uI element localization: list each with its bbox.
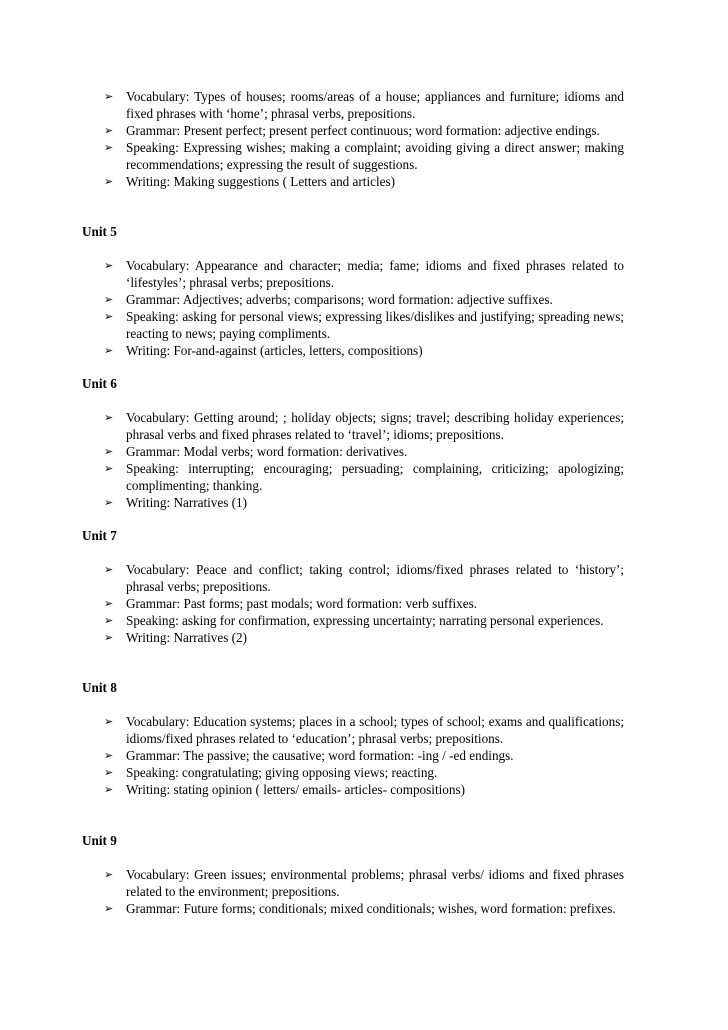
list-item-text: Writing: stating opinion ( letters/ emails- articles- compositions) bbox=[126, 782, 465, 797]
list-item bbox=[0, 595, 728, 612]
list-item-text: Vocabulary: Types of houses; rooms/areas of a house; appliances and furniture; idioms and fixed phrases with ‘home’; phrasal verbs, prepositions. bbox=[126, 89, 624, 121]
arrow-bullet-icon: ➢ bbox=[104, 597, 114, 610]
arrow-bullet-icon: ➢ bbox=[104, 259, 114, 272]
arrow-bullet-icon: ➢ bbox=[104, 563, 114, 576]
section-unit-6 bbox=[0, 409, 728, 511]
unit-heading: Unit 5 bbox=[82, 224, 117, 239]
list-item bbox=[0, 781, 728, 798]
list-item bbox=[0, 900, 728, 917]
list-item bbox=[0, 747, 728, 764]
arrow-bullet-icon: ➢ bbox=[104, 902, 114, 915]
arrow-bullet-icon: ➢ bbox=[104, 293, 114, 306]
list-item-text: Speaking: asking for confirmation, expressing uncertainty; narrating personal experiences. bbox=[126, 613, 604, 628]
list-item bbox=[0, 460, 728, 494]
bullet-list bbox=[0, 713, 728, 798]
section-unit-7 bbox=[0, 561, 728, 646]
list-item bbox=[0, 866, 728, 900]
section-unit-4-continued bbox=[0, 88, 728, 190]
arrow-bullet-icon: ➢ bbox=[104, 868, 114, 881]
unit-heading: Unit 9 bbox=[82, 833, 117, 848]
list-item-text: Speaking: Expressing wishes; making a complaint; avoiding giving a direct answer; making recommendations; expressing the result of suggestions. bbox=[126, 140, 624, 172]
list-item bbox=[0, 308, 728, 342]
bullet-list bbox=[0, 88, 728, 190]
bullet-list bbox=[0, 866, 728, 917]
list-item-text: Grammar: Present perfect; present perfect continuous; word formation: adjective endings. bbox=[126, 123, 600, 138]
list-item-text: Writing: For-and-against (articles, letters, compositions) bbox=[126, 343, 423, 358]
list-item-text: Grammar: The passive; the causative; word formation: -ing / -ed endings. bbox=[126, 748, 514, 763]
list-item-text: Speaking: interrupting; encouraging; persuading; complaining, criticizing; apologizing; complimenting; thanking. bbox=[126, 461, 624, 493]
list-item bbox=[0, 561, 728, 595]
arrow-bullet-icon: ➢ bbox=[104, 496, 114, 509]
arrow-bullet-icon: ➢ bbox=[104, 614, 114, 627]
arrow-bullet-icon: ➢ bbox=[104, 175, 114, 188]
list-item bbox=[0, 173, 728, 190]
unit-heading: Unit 7 bbox=[82, 528, 117, 543]
bullet-list bbox=[0, 561, 728, 646]
arrow-bullet-icon: ➢ bbox=[104, 783, 114, 796]
list-item-text: Grammar: Adjectives; adverbs; comparisons; word formation: adjective suffixes. bbox=[126, 292, 553, 307]
list-item bbox=[0, 764, 728, 781]
arrow-bullet-icon: ➢ bbox=[104, 411, 114, 424]
section-unit-9 bbox=[0, 866, 728, 917]
list-item-text: Writing: Narratives (2) bbox=[126, 630, 248, 645]
list-item bbox=[0, 629, 728, 646]
list-item bbox=[0, 139, 728, 173]
section-unit-8 bbox=[0, 713, 728, 798]
list-item-text: Grammar: Modal verbs; word formation: derivatives. bbox=[126, 444, 408, 459]
arrow-bullet-icon: ➢ bbox=[104, 445, 114, 458]
list-item-text: Speaking: asking for personal views; expressing likes/dislikes and justifying; spreading news; reacting to news; paying compliments. bbox=[126, 309, 624, 341]
bullet-list bbox=[0, 409, 728, 511]
arrow-bullet-icon: ➢ bbox=[104, 141, 114, 154]
list-item bbox=[0, 88, 728, 122]
list-item bbox=[0, 257, 728, 291]
arrow-bullet-icon: ➢ bbox=[104, 715, 114, 728]
arrow-bullet-icon: ➢ bbox=[104, 310, 114, 323]
list-item-text: Vocabulary: Green issues; environmental problems; phrasal verbs/ idioms and fixed phrases related to the environment; prepositions. bbox=[126, 867, 624, 899]
list-item-text: Vocabulary: Appearance and character; media; fame; idioms and fixed phrases related to ‘lifestyles’; phrasal verbs; prepositions. bbox=[126, 258, 624, 290]
arrow-bullet-icon: ➢ bbox=[104, 631, 114, 644]
list-item bbox=[0, 612, 728, 629]
list-item bbox=[0, 409, 728, 443]
list-item bbox=[0, 494, 728, 511]
list-item-text: Vocabulary: Education systems; places in a school; types of school; exams and qualifications; idioms/fixed phrases related to ‘education’; phrasal verbs; prepositions. bbox=[126, 714, 624, 746]
arrow-bullet-icon: ➢ bbox=[104, 344, 114, 357]
list-item bbox=[0, 713, 728, 747]
section-unit-5 bbox=[0, 257, 728, 359]
bullet-list bbox=[0, 257, 728, 359]
arrow-bullet-icon: ➢ bbox=[104, 749, 114, 762]
list-item bbox=[0, 122, 728, 139]
list-item-text: Grammar: Future forms; conditionals; mixed conditionals; wishes, word formation: prefixes. bbox=[126, 901, 616, 916]
arrow-bullet-icon: ➢ bbox=[104, 90, 114, 103]
list-item-text: Grammar: Past forms; past modals; word formation: verb suffixes. bbox=[126, 596, 477, 611]
list-item-text: Speaking: congratulating; giving opposing views; reacting. bbox=[126, 765, 438, 780]
list-item-text: Vocabulary: Peace and conflict; taking control; idioms/fixed phrases related to ‘history’; phrasal verbs; prepositions. bbox=[126, 562, 624, 594]
arrow-bullet-icon: ➢ bbox=[104, 766, 114, 779]
list-item bbox=[0, 291, 728, 308]
arrow-bullet-icon: ➢ bbox=[104, 124, 114, 137]
unit-heading: Unit 6 bbox=[82, 376, 117, 391]
list-item bbox=[0, 342, 728, 359]
unit-heading: Unit 8 bbox=[82, 680, 117, 695]
list-item bbox=[0, 443, 728, 460]
list-item-text: Writing: Narratives (1) bbox=[126, 495, 248, 510]
list-item-text: Vocabulary: Getting around; ; holiday objects; signs; travel; describing holiday experiences; phrasal verbs and fixed phrases related to ‘travel’; idioms; prepositions. bbox=[126, 410, 624, 442]
arrow-bullet-icon: ➢ bbox=[104, 462, 114, 475]
list-item-text: Writing: Making suggestions ( Letters and articles) bbox=[126, 174, 396, 189]
